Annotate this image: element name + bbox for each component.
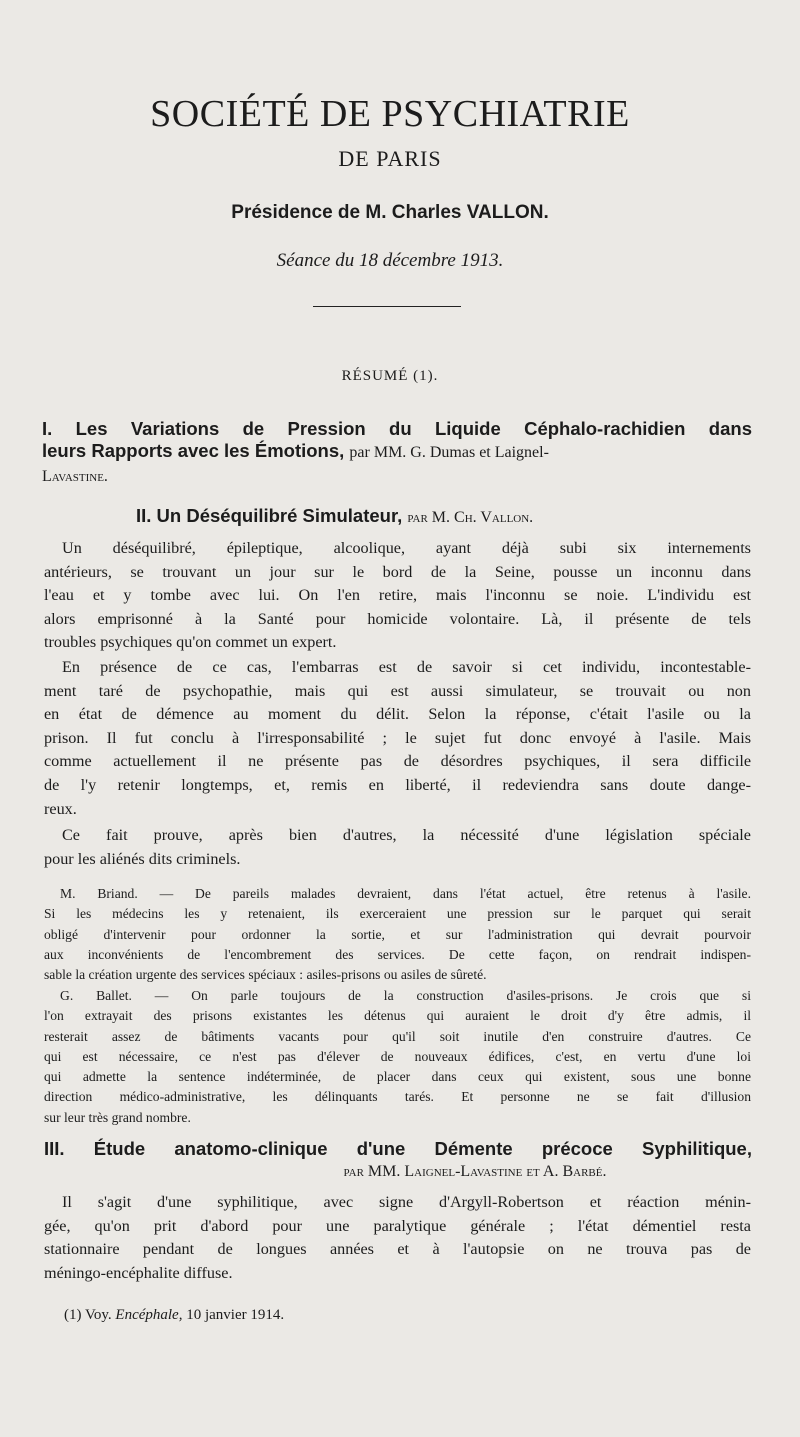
text-line: resterait assez de bâtiments vacants pour qu'il soit inutile d'en construire d'autres. Ce — [44, 1028, 751, 1044]
text-line: obligé d'intervenir pour ordonner la sortie, et sur l'administration qui devrait pourvoir — [44, 926, 751, 942]
section-2-title — [136, 505, 756, 529]
text-line: troubles psychiques qu'on commet un expert. — [44, 633, 337, 652]
section-2-title-text: II. Un Déséquilibré Simulateur, — [136, 505, 403, 526]
presidence-line: Présidence de M. Charles VALLON. — [231, 202, 549, 223]
text-line: M. Briand. — De pareils malades devraient, dans l'état actuel, être retenus à l'asile. — [60, 886, 751, 901]
text-line: en état de démence au moment du délit. Selon la réponse, c'était l'asile ou la — [44, 705, 751, 724]
text-line: qui est nécessaire, ce n'est pas d'élever de nouveaux édifices, c'est, en vertu d'une loi — [44, 1048, 751, 1064]
discussion-briand — [44, 884, 751, 985]
section-1-title — [42, 418, 752, 488]
section-2-paragraph-2 — [44, 656, 751, 821]
text-line: reux. — [44, 799, 77, 818]
section-3-authors — [0, 1163, 780, 1181]
text-line: l'on extrayait des prisons existantes les détenus qui auraient le droit d'y être admis, il — [44, 1008, 751, 1024]
text-line: stationnaire pendant de longues années et à l'autopsie on ne trouva pas de — [44, 1240, 751, 1259]
seance-date: Séance du 18 décembre 1913. — [276, 250, 504, 271]
text-line: G. Ballet. — On parle toujours de la construction d'asiles-prisons. Je crois que si — [60, 988, 751, 1003]
text-line: Un déséquilibré, épileptique, alcoolique, ayant déjà subi six internements — [62, 539, 751, 557]
text-line: pour les aliénés dits criminels. — [44, 849, 241, 868]
resume-heading: RÉSUMÉ (1). — [341, 368, 439, 384]
section-3-authors-text: par MM. Laignel-Lavastine et A. Barbé. — [343, 1163, 607, 1180]
page-title: SOCIÉTÉ DE PSYCHIATRIE — [150, 93, 630, 135]
text-line: de l'y retenir longtemps, et, remis en liberté, il redeviendra sans doute dange- — [44, 775, 751, 794]
text-line: sable la création urgente des services spéciaux : asiles-prisons ou asiles de sûreté. — [44, 967, 487, 983]
section-3-title: III. Étude anatomo-clinique d'une Démente précoce Syphilitique, — [44, 1138, 752, 1159]
footnote-date: 10 janvier 1914. — [186, 1307, 285, 1323]
discussion-ballet — [44, 986, 751, 1128]
footnote-journal: Encéphale, — [115, 1307, 183, 1323]
text-line: méningo-encéphalite diffuse. — [44, 1263, 233, 1282]
text-line: alors emprisonné à la Santé pour homicide volontaire. Là, il présente de tels — [44, 609, 751, 628]
section-1-title-line: I. Les Variations de Pression du Liquide Céphalo-rachidien dans — [42, 418, 752, 439]
divider-rule — [313, 306, 461, 307]
text-line: direction médico-administrative, les délinquants tarés. Et personne ne se fait d'illusion — [44, 1089, 751, 1105]
footnote-marker: (1) Voy. — [64, 1307, 112, 1323]
section-2-paragraph-3 — [44, 824, 751, 871]
text-line: prison. Il fut conclu à l'irresponsabilité ; le sujet fut donc envoyé à l'asile. Mais — [44, 728, 751, 747]
text-line: ment taré de psychopathie, mais qui est aussi simulateur, se trouvait ou non — [44, 681, 751, 700]
text-line: Il s'agit d'une syphilitique, avec signe d'Argyll-Robertson et réaction ménin- — [62, 1193, 751, 1211]
section-3-paragraph-1 — [44, 1191, 751, 1285]
text-line: l'eau et y tombe avec lui. On l'en retire, mais l'inconnu se noie. L'individu est — [44, 586, 751, 605]
section-2-paragraph-1 — [44, 537, 751, 655]
text-line: comme actuellement il ne présente pas de désordres psychiques, il sera difficile — [44, 752, 751, 771]
section-2-authors: par M. Ch. Vallon. — [407, 509, 534, 526]
section-1-title-line: leurs Rapports avec les Émotions, — [42, 440, 345, 461]
footnote — [64, 1307, 284, 1324]
text-line: aux inconvénients de l'encombrement des services. De cette façon, on rendrait indispen- — [44, 946, 751, 962]
text-line: qui admette la sentence indéterminée, de placer dans ceux qui existent, sous une bonne — [44, 1069, 751, 1085]
text-line: Si les médecins les y retenaient, ils exerceraient une pression sur le parquet qui serait — [44, 906, 751, 922]
text-line: sur leur très grand nombre. — [44, 1109, 191, 1125]
page-subtitle: DE PARIS — [338, 146, 442, 171]
text-line: Ce fait prouve, après bien d'autres, la nécessité d'une législation spéciale — [62, 826, 751, 844]
text-line: gée, qu'on prit d'abord pour une paralytique générale ; l'état démentiel resta — [44, 1216, 751, 1235]
section-1-authors-cont: Lavastine. — [42, 468, 108, 485]
text-line: En présence de ce cas, l'embarras est de savoir si cet individu, incontestable- — [62, 658, 751, 676]
section-1-authors: par MM. G. Dumas et Laignel- — [349, 444, 549, 461]
text-line: antérieurs, se trouvant un jour sur le bord de la Seine, pousse un inconnu dans — [44, 562, 751, 581]
